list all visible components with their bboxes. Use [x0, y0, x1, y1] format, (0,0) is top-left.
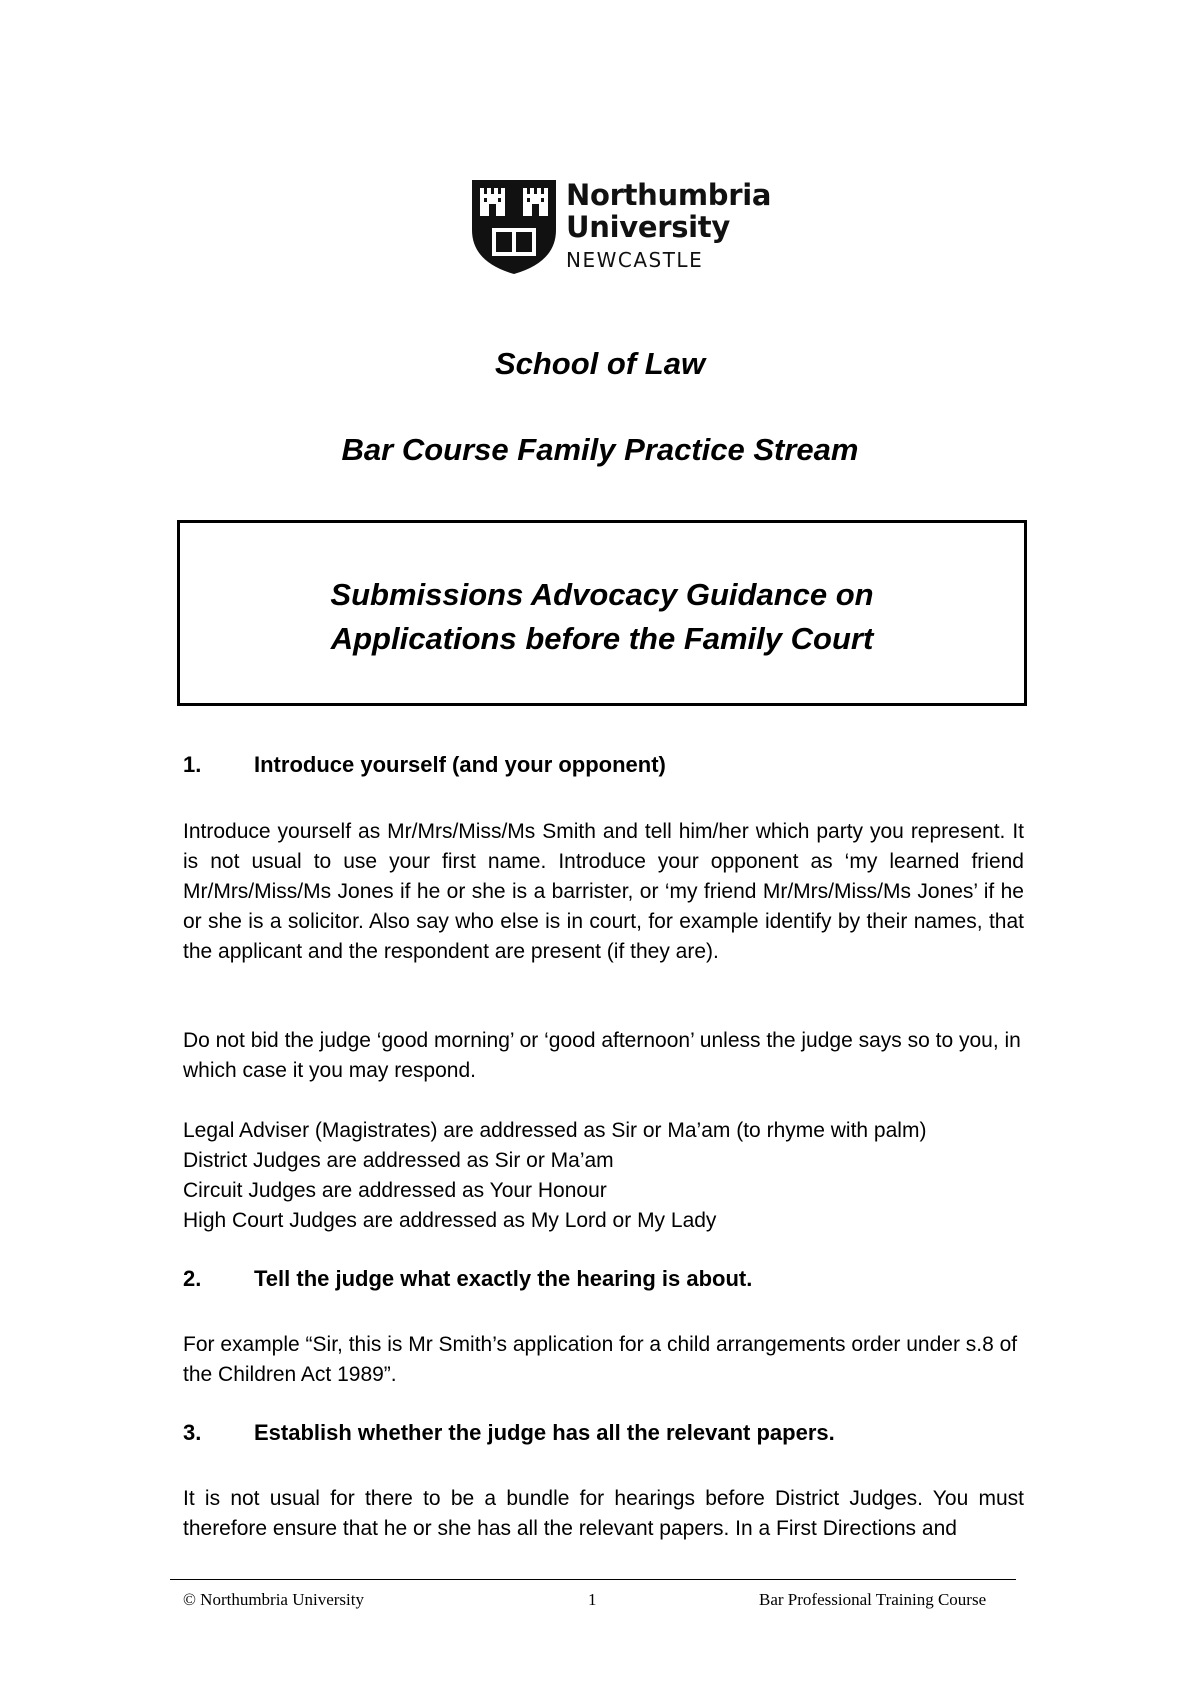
footer-course-name: Bar Professional Training Course: [759, 1590, 987, 1609]
section-heading-text: Tell the judge what exactly the hearing is about.: [254, 1266, 753, 1291]
university-logo: [470, 178, 790, 278]
logo-name-line1: Northumbria: [566, 178, 772, 212]
section-3-paragraph-1: It is not usual for there to be a bundle for hearings before District Judges. You must therefore ensure that he or she has all the relevant papers. In a First Directions and: [183, 1487, 1024, 1540]
section-2-heading: [183, 1266, 752, 1292]
section-2-paragraph-1: For example “Sir, this is Mr Smith’s application for a child arrangements order under s.8 of the Children Act 1989”.: [183, 1333, 1018, 1386]
address-line: Legal Adviser (Magistrates) are addressed as Sir or Ma’am (to rhyme with palm): [183, 1119, 927, 1142]
footer-copyright: © Northumbria University: [183, 1590, 364, 1609]
document-title-line1: Submissions Advocacy Guidance on: [330, 577, 874, 612]
stream-title: Bar Course Family Practice Stream: [341, 432, 859, 467]
section-3-heading: [183, 1420, 835, 1446]
section-1-paragraph-2: Do not bid the judge ‘good morning’ or ‘good afternoon’ unless the judge says so to you, in which case it you may respond.: [183, 1029, 1021, 1082]
address-line: High Court Judges are addressed as My Lord or My Lady: [183, 1209, 717, 1232]
address-line: Circuit Judges are addressed as Your Honour: [183, 1179, 607, 1202]
document-title-box: [177, 520, 1027, 706]
section-number: 3.: [183, 1420, 202, 1445]
section-number: 2.: [183, 1266, 202, 1291]
school-title: School of Law: [494, 346, 706, 381]
document-title-line2: Applications before the Family Court: [330, 621, 874, 656]
section-1-paragraph-1: Introduce yourself as Mr/Mrs/Miss/Ms Smith and tell him/her which party you represent. It is not usual to use your first name. Introduce your opponent as ‘my learned friend Mr/Mrs/Miss/Ms Jones if he or she is a barrister, or ‘my friend Mr/Mrs/Miss/Ms Jones’ if he or she is a solicitor. Also say who else is in court, for example identify by their names, that the applicant and the respondent are present (if they are).: [183, 820, 1024, 963]
logo-name-line2: University: [566, 210, 730, 244]
section-number: 1.: [183, 752, 202, 777]
section-1-heading: [183, 752, 666, 778]
footer-page-number: 1: [588, 1590, 597, 1609]
crest-icon: [470, 178, 558, 276]
address-list: [183, 1116, 1024, 1236]
section-heading-text: Establish whether the judge has all the relevant papers.: [254, 1420, 835, 1445]
address-line: District Judges are addressed as Sir or Ma’am: [183, 1149, 614, 1172]
footer-divider: [170, 1579, 1016, 1580]
section-heading-text: Introduce yourself (and your opponent): [254, 752, 666, 777]
logo-name-line3: NEWCASTLE: [566, 248, 704, 272]
